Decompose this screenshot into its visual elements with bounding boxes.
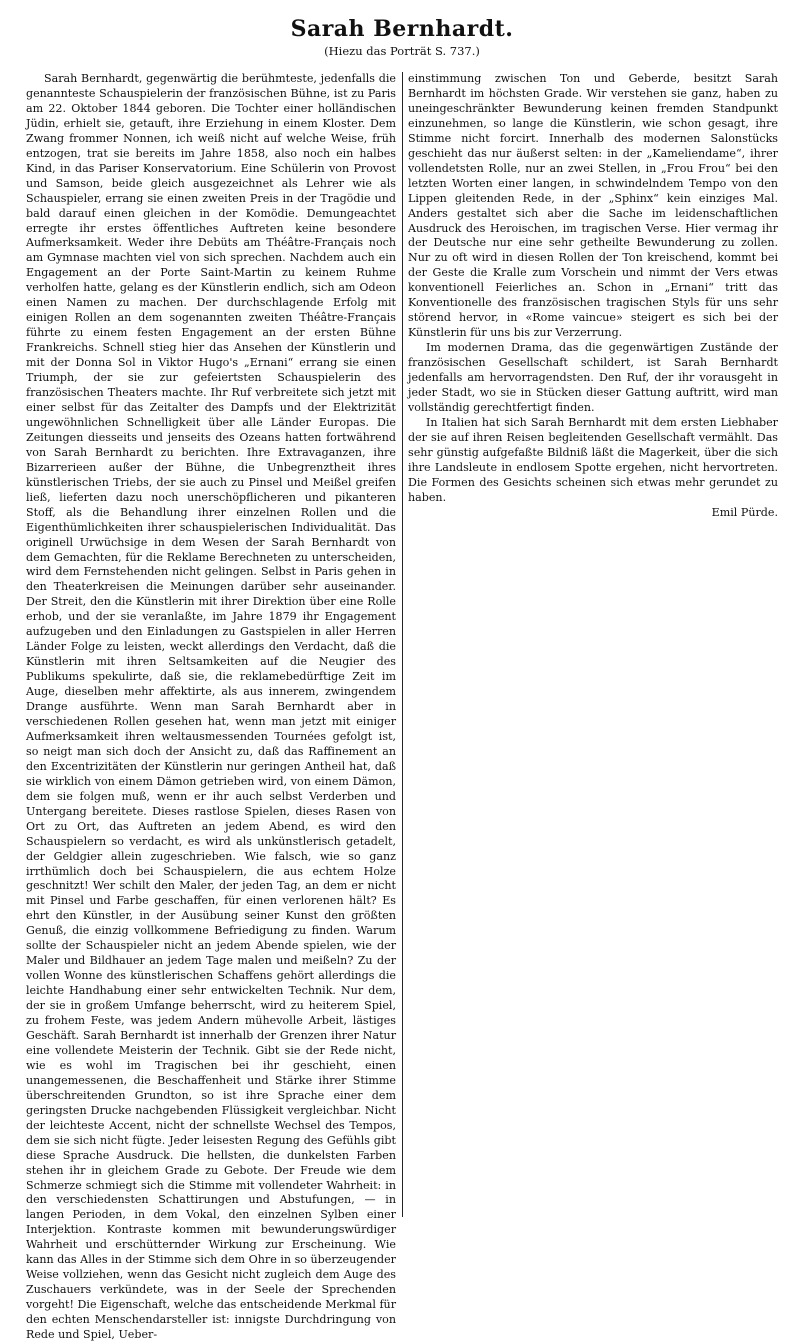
author-signature: Emil Pürde. xyxy=(711,505,778,519)
left-column xyxy=(26,72,396,1342)
paragraph: In Italien hat sich Sarah Bernhardt mit dem ersten Liebhaber der sie auf ihren Reisen begleitenden Gesellschaft vermählt. Das sehr günstig aufgefaßte Bildniß läßt die Magerkeit, über die sich ihre Landsleute in endlosem Spotte ergehen, nicht hervortreten. Die Formen des Gesichts scheinen sich etwas mehr gerundet zu haben. xyxy=(408,415,778,504)
article-page xyxy=(26,10,778,1342)
article-title: Sarah Bernhardt. xyxy=(290,16,514,42)
paragraph: Sarah Bernhardt, gegenwärtig die berühmteste, jedenfalls die genannteste Schauspielerin der französischen Bühne, ist zu Paris am 22. Oktober 1844 geboren. Die Tochter einer holländischen Jüdin, erhielt sie, getauft, ihre Erziehung in einem Kloster. Dem Zwang frommer Nonnen, ich weiß nicht auf welche Weise, früh entzogen, trat sie bereits im Jahre 1858, also noch ein halbes Kind, in das Pariser Konservatorium. Eine Schülerin von Provost und Samson, beide gleich ausgezeichnet als Lehrer wie als Schauspieler, errang sie einen zweiten Preis in der Tragödie und bald darauf einen gleichen in der Komödie. Demungeachtet erregte ihr erstes öffentliches Auftreten keine besondere Aufmerksamkeit. Weder ihre Debüts am Théâtre-Français noch am Gymnase machten viel von sich sprechen. Nachdem auch ein Engagement an der Porte Saint-Martin zu keinem Ruhme verholfen hatte, gelang es der Künstlerin endlich, sich am Odeon einen Namen zu machen. Der durchschlagende Erfolg mit einigen Rollen an dem sogenannten zweiten Théâtre-Français führte zu einem festen Engagement an der ersten Bühne Frankreichs. Schnell stieg hier das Ansehen der Künstlerin und mit der Donna Sol in Viktor Hugo's „Ernani“ errang sie einen Triumph, der sie zur gefeiertsten Schauspielerin des französischen Theaters machte. Ihr Ruf verbreitete sich jetzt mit einer selbst für das Zeitalter des Dampfs und der Elektrizität ungewöhnlichen Schnelligkeit über alle Länder Europas. Die Zeitungen diesseits und jenseits des Ozeans hatten fortwährend von Sarah Bernhardt zu berichten. Ihre Extravaganzen, ihre Bizarrerieen außer der Bühne, die Unbegrenztheit ihres künstlerischen Triebs, der sie auch zu Pinsel und Meißel greifen ließ, lieferten dazu noch unerschöpflicheren und pikanteren Stoff, als die Behandlung ihrer einzelnen Rollen und die Eigenthümlichkeiten ihrer schauspielerischen Individualität. Das originell Urwüchsige in dem Wesen der Sarah Bernhardt von dem Gemachten, für die Reklame Berechneten zu unterscheiden, wird dem Fernstehenden nicht gelingen. Selbst in Paris gehen in den Theaterkreisen die Meinungen darüber sehr auseinander. Der Streit, den die Künstlerin mit ihrer Direktion über eine Rolle erhob, und der sie veranlaßte, im Jahre 1879 ihr Engagement aufzugeben und den Einladungen zu Gastspielen in aller Herren Länder Folge zu leisten, weckt allerdings den Verdacht, daß die Künstlerin mit ihren Seltsamkeiten auf die Neugier des Publikums spekulirte, daß sie, die reklamebedürftige Zeit im Auge, dieselben mehr affektirte, als aus innerem, zwingendem Drange ausführte. Wenn man Sarah Bernhardt aber in verschiedenen Rollen gesehen hat, wenn man jetzt mit einiger Aufmerksamkeit ihren weltausmessenden Tournées gefolgt ist, so neigt man sich doch der Ansicht zu, daß das Raffinement an den Excentrizitäten der Künstlerin nur geringen Antheil hat, daß sie wirklich von einem Dämon getrieben wird, von einem Dämon, dem sie folgen muß, wenn er ihr auch selbst Verderben und Untergang bereitete. Dieses rastlose Spielen, dieses Rasen von Ort zu Ort, das Auftreten an jedem Abend, es wird den Schauspielern so verdacht, es wird als unkünstlerisch getadelt, der Geldgier allein zugeschrieben. Wie falsch, wie so ganz irrthümlich doch bei Schauspielern, die aus echtem Holze geschnitzt! Wer schilt den Maler, der jeden Tag, an dem er nicht mit Pinsel und Farbe geschaffen, für einen verlorenen hält? Es ehrt den Künstler, in der Ausübung seiner Kunst den größten Genuß, die einzig vollkommene Befriedigung zu finden. Warum sollte der Schauspieler nicht an jedem Abende spielen, wie der Maler und Bildhauer an jedem Tage malen und meißeln? Zu der vollen Wonne des künstlerischen Schaffens gehört allerdings die leichte Handhabung einer sehr entwickelten Technik. Nur dem, der sie in großem Umfange beherrscht, wird zu heiterem Spiel, zu frohem Feste, was jedem Andern mühevolle Arbeit, lästiges Geschäft. Sarah Bernhardt ist innerhalb der Grenzen ihrer Natur eine vollendete Meisterin der Technik. Gibt sie der Rede nicht, wie es wohl im Tragischen bei ihr geschieht, einen unangemessenen, die Beschaffenheit und Stärke ihrer Stimme überschreitenden Grundton, so ist ihre Sprache einer dem geringsten Drucke nachgebenden Flüssigkeit vergleichbar. Nicht der leichteste Accent, nicht der schnellste Wechsel des Tempos, dem sie sich nicht fügte. Jeder leisesten Regung des Gefühls gibt diese Sprache Ausdruck. Die hellsten, die dunkelsten Farben stehen ihr in gleichem Grade zu Gebote. Der Freude wie dem Schmerze schmiegt sich die Stimme mit vollendeter Wahrheit: in den verschiedensten Schattirungen und Abstufungen, — in langen Perioden, in dem Vokal, den einzelnen Sylben einer Interjektion. Kontraste kommen mit bewunderungswürdiger Wahrheit und erschütternder Wirkung zur Erscheinung. Wie kann das Alles in der Stimme sich dem Ohre in so überzeugender Weise vollziehen, wenn das Gesicht nicht zugleich dem Auge des Zuschauers verkündete, was in der Seele der Sprechenden vorgeht! Die Eigenschaft, welche das entscheidende Merkmal für den echten Menschendarsteller ist: innigste Durchdringung von Rede und Spiel, Ueber- xyxy=(26,72,396,1342)
column-divider xyxy=(402,72,403,1217)
paragraph: einstimmung zwischen Ton und Geberde, besitzt Sarah Bernhardt im höchsten Grade. Wir verstehen sie ganz, haben zu uneingeschränkter Bewunderung keinen fremden Standpunkt einzunehmen, so lange die Künstlerin, wie schon gesagt, ihre Stimme nicht forcirt. Innerhalb des modernen Salonstücks geschieht das nur äußerst selten: in der „Kameliendame“, ihrer vollendetsten Rolle, nur an zwei Stellen, in „Frou Frou“ bei den letzten Worten einer langen, in schwindelndem Tempo von den Lippen gleitenden Rede, in der „Sphinx“ kein einziges Mal. Anders gestaltet sich aber die Sache im leidenschaftlichen Ausdruck des Heroischen, im tragischen Verse. Hier vermag ihr der Deutsche nur eine sehr getheilte Bewunderung zu zollen. Nur zu oft wird in diesen Rollen der Ton kreischend, kommt bei der Geste die Kralle zum Vorschein und nimmt der Vers etwas konventionell Feierliches an. Schon in „Ernani“ tritt das Konventionelle des französischen tragischen Styls für uns sehr störend hervor, in «Rome vaincue» steigert es sich bei der Künstlerin für uns bis zur Verzerrung. xyxy=(408,72,778,340)
article-subtitle: (Hiezu das Porträt S. 737.) xyxy=(324,44,480,58)
paragraph: Im modernen Drama, das die gegenwärtigen Zustände der französischen Gesellschaft schildert, ist Sarah Bernhardt jedenfalls am hervorragendsten. Den Ruf, der ihr vorausgeht in jeder Stadt, wo sie in Stücken dieser Gattung auftritt, wird man vollständig gerechtfertigt finden. xyxy=(408,341,778,414)
article-columns xyxy=(26,72,778,1342)
right-column xyxy=(408,72,778,521)
